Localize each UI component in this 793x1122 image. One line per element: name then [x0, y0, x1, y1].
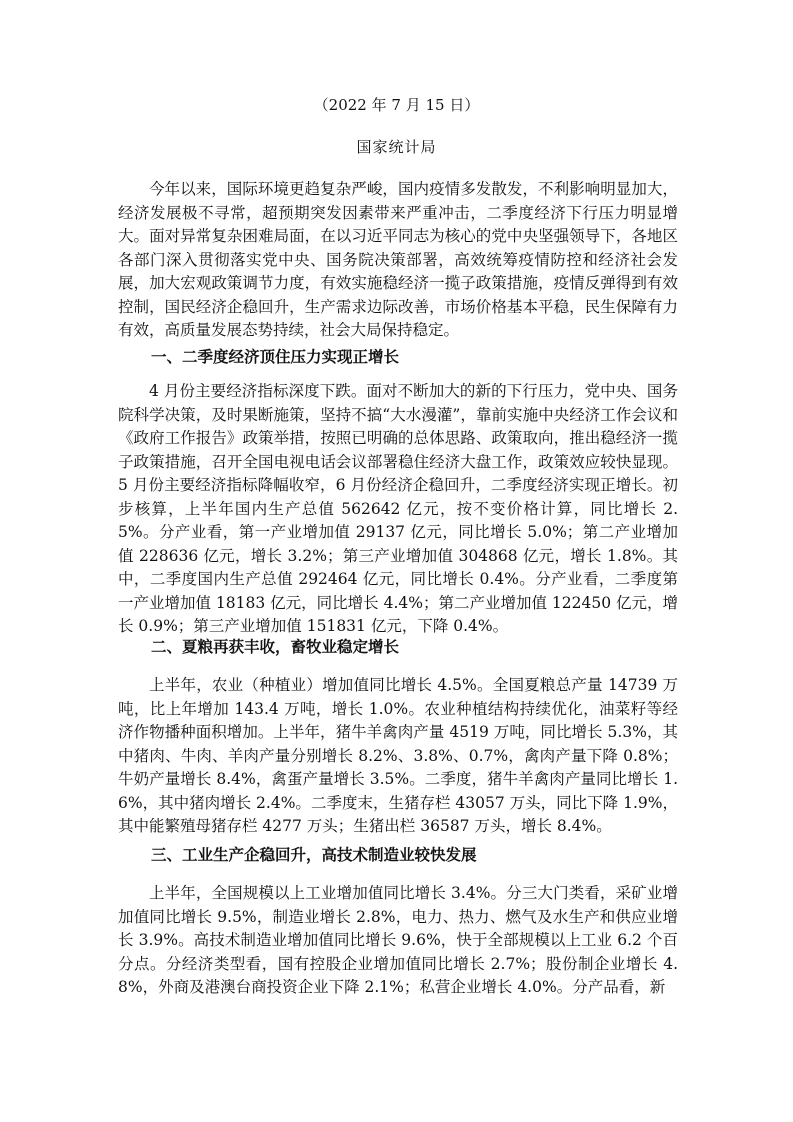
- section-body-3: 上半年，全国规模以上工业增加值同比增长 3.4%。分三大门类看，采矿业增加值同比增长 9.5%，制造业增长 2.8%，电力、热力、燃气及水生产和供应业增长 3.9%。高技术制造业增加值同比增长 9.6%，快于全部规模以上工业 6.2 个百分点。分经济类型看，国有控股企业增加值同比增长 2.7%；股份制企业增长 4.8%，外商及港澳台商投资企业下降 2.1%；私营企业增长 4.0%。分产品看，新: [118, 884, 678, 996]
- section-body-2: 上半年，农业（种植业）增加值同比增长 4.5%。全国夏粮总产量 14739 万吨，比上年增加 143.4 万吨，增长 1.0%。农业种植结构持续优化，油菜籽等经济作物播种面积增加。上半年，猪牛羊禽肉产量 4519 万吨，同比增长 5.3%，其中猪肉、牛肉、羊肉产量分别增长 8.2%、3.8%、0.7%，禽肉产量下降 0.8%；牛奶产量增长 8.4%，禽蛋产量增长 3.5%。二季度，猪牛羊禽肉产量同比增长 1.6%，其中猪肉增长 2.4%。二季度末，生猪存栏 43057 万头，同比下降 1.9%，其中能繁殖母猪存栏 4277 万头；生猪出栏 36587 万头，增长 8.4%。: [118, 676, 678, 835]
- release-date: （2022 年 7 月 15 日）: [313, 96, 480, 114]
- section-body-1: 4 月份主要经济指标深度下跌。面对不断加大的新的下行压力，党中央、国务院科学决策，及时果断施策，坚持不搞“大水漫灌”，靠前实施中央经济工作会议和《政府工作报告》政策举措，按照已明确的总体思路、政策取向，推出稳经济一揽子政策措施，召开全国电视电话会议部署稳住经济大盘工作，政策效应较快显现。5 月份主要经济指标降幅收窄，6 月份经济企稳回升，二季度经济实现正增长。初步核算，上半年国内生产总值 562642 亿元，按不变价格计算，同比增长 2.5%。分产业看，第一产业增加值 29137 亿元，同比增长 5.0%；第二产业增加值 228636 亿元，增长 3.2%；第三产业增加值 304868 亿元，增长 1.8%。其中，二季度国内生产总值 292464 亿元，同比增长 0.4%。分产业看，二季度第一产业增加值 18183 亿元，同比增长 4.4%；第二产业增加值 122450 亿元，增长 0.9%；第三产业增加值 151831 亿元，下降 0.4%。: [118, 382, 678, 635]
- section-heading-2: 二、夏粮再获丰收，畜牧业稳定增长: [151, 638, 400, 656]
- section-heading-3: 三、工业生产企稳回升，高技术制造业较快发展: [151, 846, 477, 864]
- intro-paragraph: 今年以来，国际环境更趋复杂严峻，国内疫情多发散发，不利影响明显加大，经济发展极不寻常，超预期突发因素带来严重冲击，二季度经济下行压力明显增大。面对异常复杂困难局面，在以习近平同志为核心的党中央坚强领导下，各地区各部门深入贯彻落实党中央、国务院决策部署，高效统筹疫情防控和经济社会发展，加大宏观政策调节力度，有效实施稳经济一揽子政策措施，疫情反弹得到有效控制，国民经济企稳回升，生产需求边际改善，市场价格基本平稳，民生保障有力有效，高质量发展态势持续，社会大局保持稳定。: [118, 180, 678, 339]
- author: 国家统计局: [356, 138, 437, 156]
- section-heading-1: 一、二季度经济顶住压力实现正增长: [151, 348, 400, 366]
